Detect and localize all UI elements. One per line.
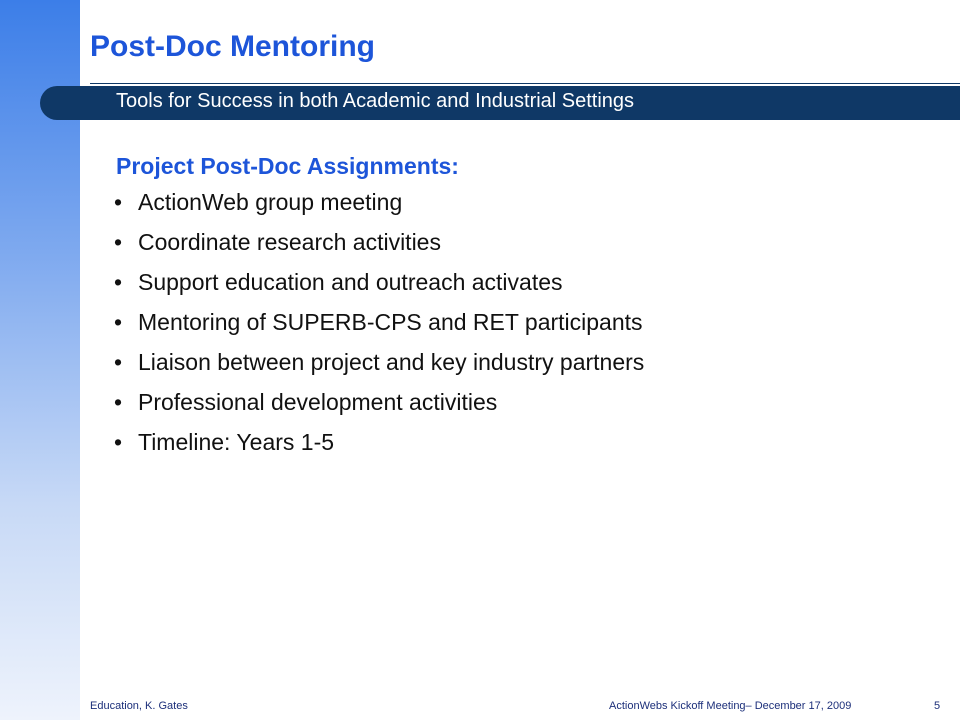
list-item-text: ActionWeb group meeting — [138, 188, 403, 215]
list-item-text: Liaison between project and key industry partners — [138, 348, 645, 375]
list-item — [114, 382, 644, 422]
subtitle-text: Tools for Success in both Academic and Industrial Settings — [116, 90, 635, 112]
bullet-icon: • — [114, 188, 123, 215]
footer-author: Education, K. Gates — [90, 700, 188, 712]
list-item — [114, 182, 644, 222]
assignment-list — [114, 182, 644, 462]
slide-title: Post-Doc Mentoring — [90, 30, 375, 63]
list-item-text: Professional development activities — [138, 388, 498, 415]
bullet-icon: • — [114, 228, 123, 255]
list-item — [114, 342, 644, 382]
list-item — [114, 302, 644, 342]
list-item — [114, 422, 644, 462]
page-number: 5 — [934, 700, 941, 712]
footer-event: ActionWebs Kickoff Meeting– December 17, 2009 — [609, 700, 852, 712]
bullet-icon: • — [114, 428, 123, 455]
list-item — [114, 222, 644, 262]
subtitle-top-rule — [90, 83, 960, 84]
bullet-icon: • — [114, 268, 123, 295]
section-heading: Project Post-Doc Assignments: — [116, 153, 459, 179]
list-item-text: Coordinate research activities — [138, 228, 441, 255]
bullet-icon: • — [114, 308, 123, 335]
list-item-text: Timeline: Years 1-5 — [138, 428, 335, 455]
list-item-text: Mentoring of SUPERB-CPS and RET participants — [138, 308, 643, 335]
bullet-icon: • — [114, 388, 123, 415]
list-item — [114, 262, 644, 302]
bullet-icon: • — [114, 348, 123, 375]
list-item-text: Support education and outreach activates — [138, 268, 563, 295]
